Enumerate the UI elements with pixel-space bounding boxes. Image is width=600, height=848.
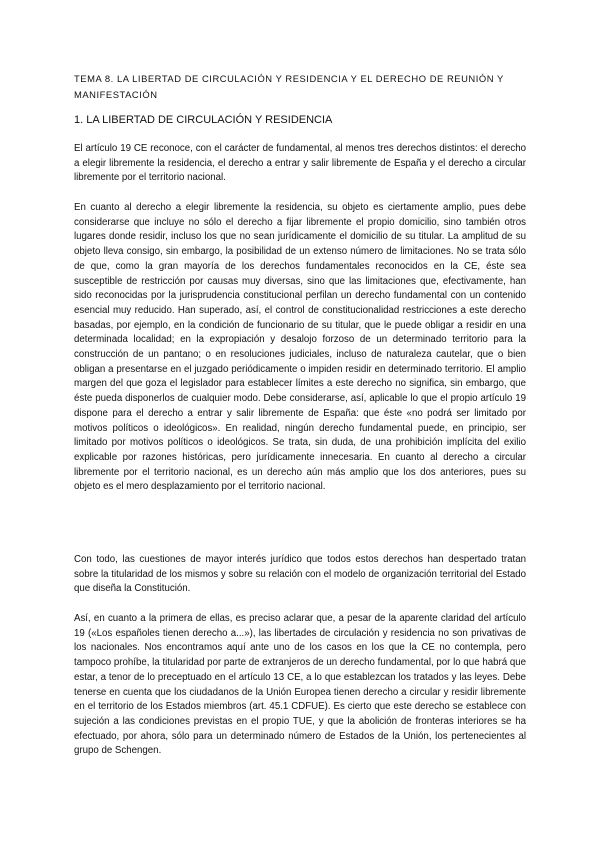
paragraph: Así, en cuanto a la primera de ellas, es preciso aclarar que, a pesar de la aparente claridad del artículo 19 («Los españoles tienen derecho a...»), las libertades de circulación y residencia no son privativas de los nacionales. Nos encontramos aquí ante uno de los casos en los que la CE no contempla, pero tampoco prohíbe, la titularidad por parte de extranjeros de un derecho fundamental, por lo que habrá que estar, a tenor de lo preceptuado en el artículo 13 CE, a lo que establezcan los tratados y las leyes. Debe tenerse en cuenta que los ciudadanos de la Unión Europea tienen derecho a circular y residir libremente en el territorio de los Estados miembros (art. 45.1 CDFUE). Es cierto que este derecho se establece con sujeción a las condiciones previstas en el propio TUE, y que la abolición de fronteras interiores se ha efectuado, por ahora, sólo para un determinado número de Estados de la Unión, los pertenecientes al grupo de Schengen.	[74, 613, 526, 757]
paragraph: El artículo 19 CE reconoce, con el carácter de fundamental, al menos tres derechos distintos: el derecho a elegir libremente la residencia, el derecho a entrar y salir libremente de España y el derecho a circular libremente por el territorio nacional.	[74, 143, 526, 184]
section-heading: 1. LA LIBERTAD DE CIRCULACIÓN Y RESIDENCIA	[74, 114, 333, 126]
paragraph: En cuanto al derecho a elegir libremente la residencia, su objeto es ciertamente amplio, pues debe considerarse que incluye no sólo el derecho a fijar libremente el propio domicilio, sino también otros lugares donde residir, incluso los que no sean jurídicamente el domicilio de su titular. La amplitud de su objeto lleva consigo, sin embargo, la posibilidad de un extenso número de limitaciones. No se trata sólo de que, como la gran mayoría de los derechos fundamentales reconocidos en la CE, éste sea susceptible de restricción por causas muy diversas, sino que las limitaciones que, efectivamente, han sido reconocidas por la jurisprudencia constitucional perfilan un derecho fundamental con un contenido esencial muy reducido. Han superado, así, el control de constitucionalidad restricciones a este derecho basadas, por ejemplo, en la condición de funcionario de su titular, que le puede obligar a residir en una determinada localidad; en la expropiación y desalojo forzoso de un determinado territorio para la construcción de un pantano; o en resoluciones judiciales, incluso de naturaleza cautelar, que o bien obligan a presentarse en el juzgado periódicamente o impiden residir en determinado territorio. El amplio margen del que goza el legislador para establecer límites a este derecho no significa, sin embargo, que éste pueda disponerlos de cualquier modo. Debe considerarse, así, aplicable lo que el propio artículo 19 dispone para el derecho a entrar y salir libremente de España: que éste «no podrá ser limitado por motivos políticos o ideológicos». En realidad, ningún derecho fundamental puede, en principio, ser limitado por motivos políticos o ideológicos. Se trata, sin duda, de una prohibición implícita del exilio explicable por razones históricas, pero jurídicamente innecesaria. En cuanto al derecho a circular libremente por el territorio nacional, es un derecho aún más amplio que los dos anteriores, pues su objeto es el mero desplazamiento por el territorio nacional.	[74, 202, 526, 493]
document-title: TEMA 8. LA LIBERTAD DE CIRCULACIÓN Y RESIDENCIA Y EL DERECHO DE REUNIÓN Y MANIFESTACIÓN	[74, 73, 504, 100]
paragraph: Con todo, las cuestiones de mayor interés jurídico que todos estos derechos han despertado tratan sobre la titularidad de los mismos y sobre su relación con el modelo de organización territorial del Estado que diseña la Constitución.	[74, 554, 526, 595]
